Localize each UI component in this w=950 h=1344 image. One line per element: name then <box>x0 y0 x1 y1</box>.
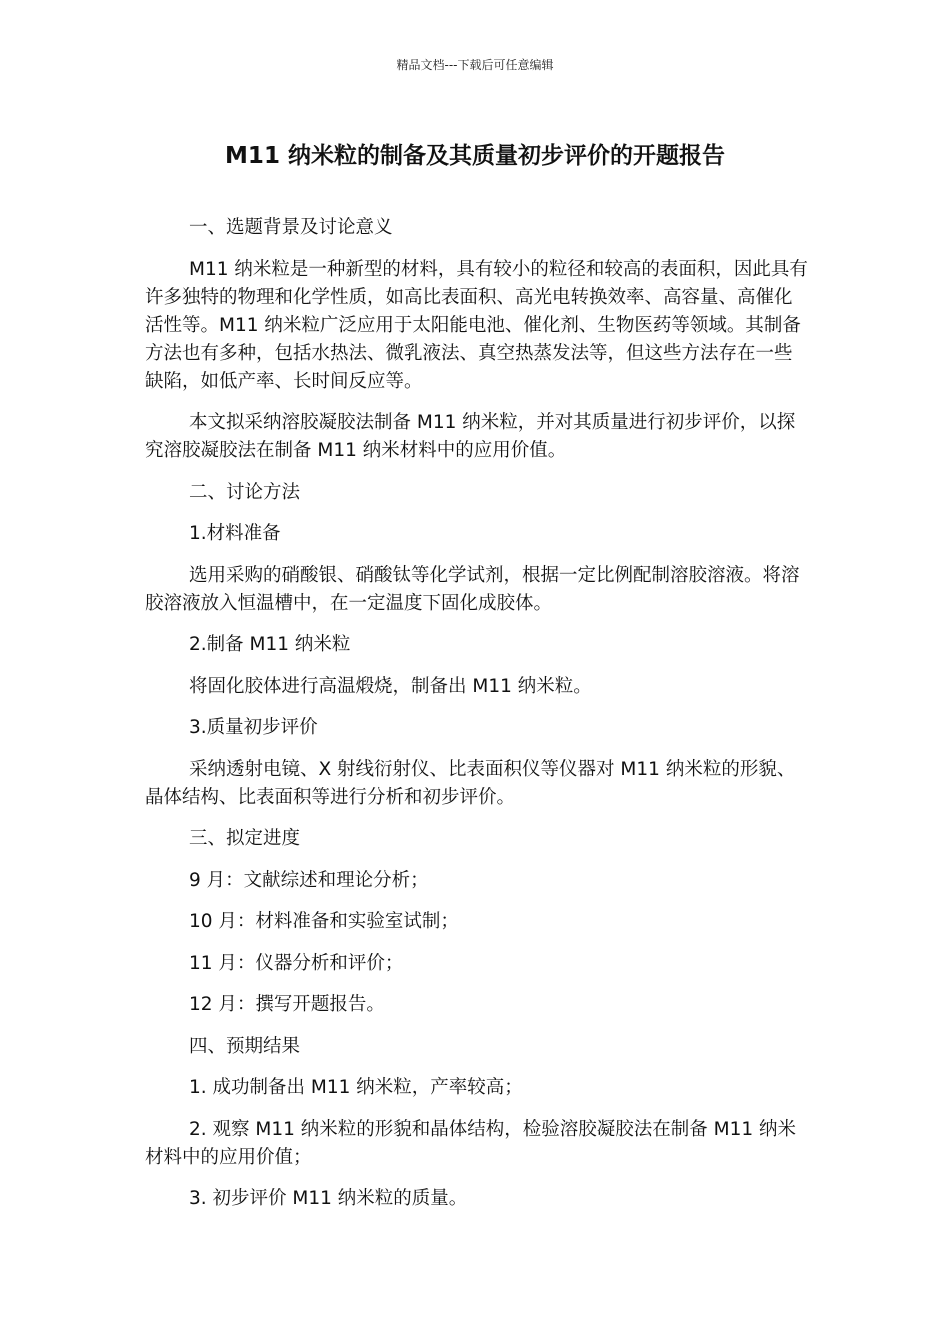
document-title: M11 纳米粒的制备及其质量初步评价的开题报告 <box>225 143 725 169</box>
schedule-item-december: 12 月：撰写开题报告。 <box>189 994 385 1015</box>
paragraph-evaluation: 采纳透射电镜、X 射线衍射仪、比表面积仪等仪器对 M11 纳米粒的形貌、晶体结构、比表面积等进行分析和初步评价。 <box>145 758 796 808</box>
section-heading-background: 一、选题背景及讨论意义 <box>189 217 393 238</box>
result-item-2: 2. 观察 M11 纳米粒的形貌和晶体结构，检验溶胶凝胶法在制备 M11 纳米材料中的应用价值； <box>145 1118 797 1168</box>
page-header: 精品文档---下载后可任意编辑 <box>396 58 554 72</box>
section-heading-schedule: 三、拟定进度 <box>189 828 301 849</box>
subheading-evaluation: 3.质量初步评价 <box>189 717 318 738</box>
document-body <box>145 214 810 1227</box>
subheading-materials: 1.材料准备 <box>189 523 281 544</box>
subheading-preparation: 2.制备 M11 纳米粒 <box>189 634 351 655</box>
paragraph-preparation: 将固化胶体进行高温煅烧，制备出 M11 纳米粒。 <box>189 675 592 697</box>
paragraph-purpose: 本文拟采纳溶胶凝胶法制备 M11 纳米粒，并对其质量进行初步评价，以探究溶胶凝胶法在制备 M11 纳米材料中的应用价值。 <box>145 412 796 461</box>
result-item-1: 1. 成功制备出 M11 纳米粒，产率较高； <box>189 1077 523 1098</box>
schedule-item-september: 9 月：文献综述和理论分析； <box>189 869 429 891</box>
schedule-item-october: 10 月：材料准备和实验室试制； <box>189 911 459 932</box>
paragraph-materials: 选用采购的硝酸银、硝酸钛等化学试剂，根据一定比例配制溶胶溶液。将溶胶溶液放入恒温槽中，在一定温度下固化成胶体。 <box>145 564 800 614</box>
schedule-item-november: 11 月：仪器分析和评价； <box>189 952 404 974</box>
result-item-3: 3. 初步评价 M11 纳米粒的质量。 <box>189 1188 468 1209</box>
section-heading-results: 四、预期结果 <box>189 1035 301 1057</box>
section-heading-methods: 二、讨论方法 <box>189 481 301 503</box>
paragraph-background: M11 纳米粒是一种新型的材料，具有较小的粒径和较高的表面积，因此具有许多独特的物理和化学性质，如高比表面积、高光电转换效率、高容量、高催化活性等。M11 纳米粒广泛应用于太阳能电池、催化剂、生物医药等领域。其制备方法也有多种，包括水热法、微乳液法、真空热蒸发法等，但这些方法存在一些缺陷，如低产率、长时间反应等。 <box>145 258 808 392</box>
